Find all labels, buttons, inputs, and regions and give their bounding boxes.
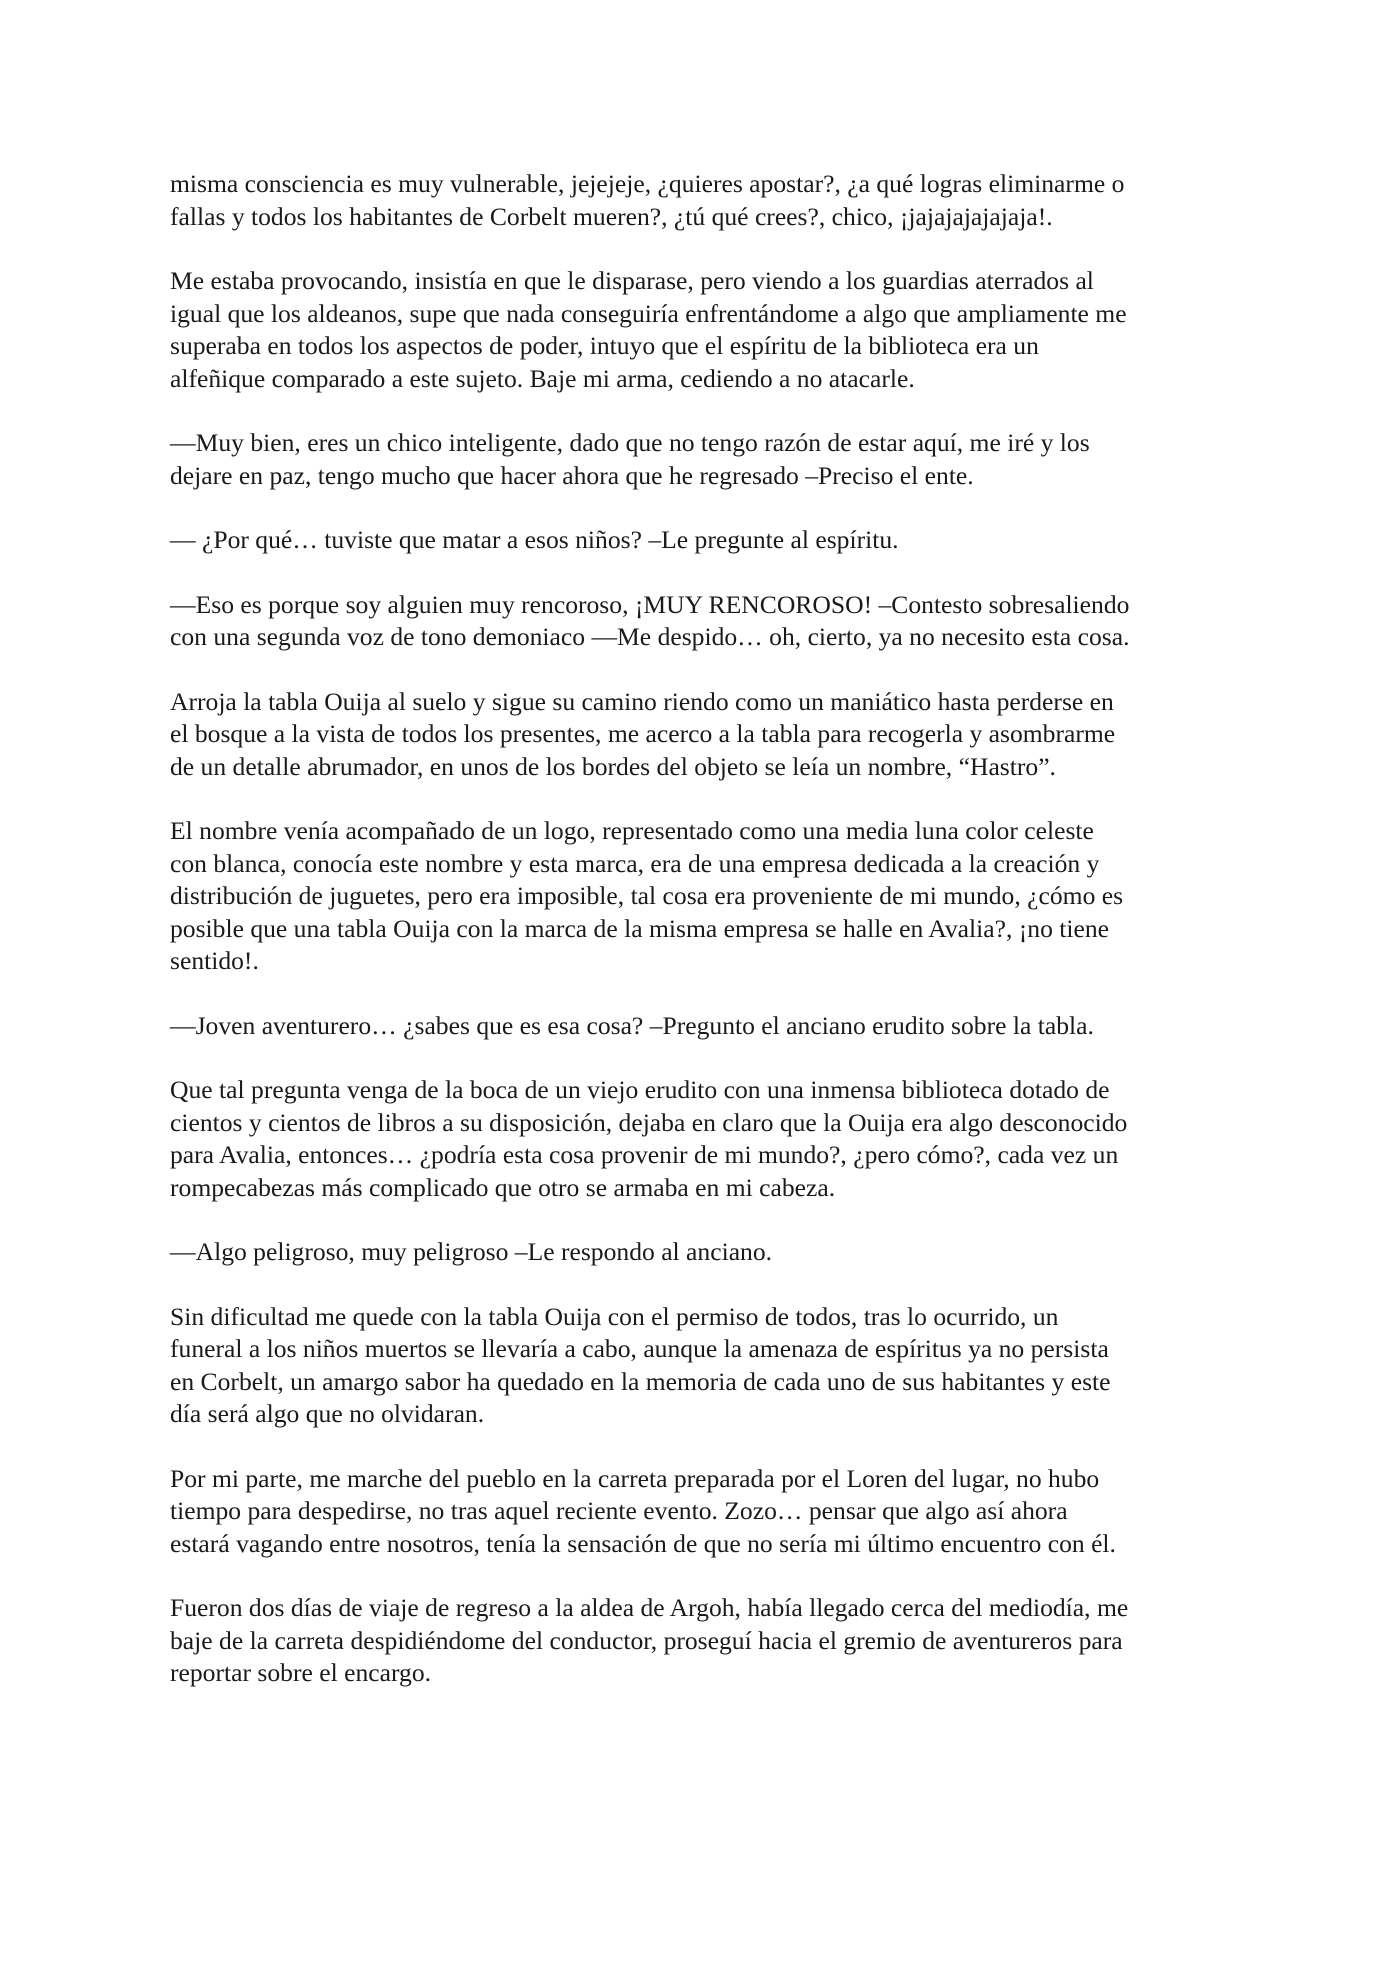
paragraph-4: — ¿Por qué… tuviste que matar a esos niños? –Le pregunte al espíritu. <box>170 525 899 554</box>
paragraph-7: El nombre venía acompañado de un logo, representado como una media luna color celeste con blanca, conocía este nombre y esta marca, era de una empresa dedicada a la creación y distribución de juguetes, pero era imposible, tal cosa era proveniente de mi mundo, ¿cómo es posible que una tabla Ouija con la marca de la misma empresa se halle en Avalia?, ¡no tiene sentido!. <box>170 816 1124 975</box>
paragraph-12: Por mi parte, me marche del pueblo en la carreta preparada por el Loren del lugar, no hubo tiempo para despedirse, no tras aquel reciente evento. Zozo… pensar que algo así ahora estará vagando entre nosotros, tenía la sensación de que no sería mi último encuentro con él. <box>170 1463 1116 1558</box>
paragraph-11: Sin dificultad me quede con la tabla Ouija con el permiso de todos, tras lo ocurrido, un funeral a los niños muertos se llevaría a cabo, aunque la amenaza de espíritus ya no persista en Corbelt, un amargo sabor ha quedado en la memoria de cada uno de sus habitantes y este día será algo que no olvidaran. <box>170 1301 1111 1428</box>
paragraph-8: —Joven aventurero… ¿sabes que es esa cosa? –Pregunto el anciano erudito sobre la tabla. <box>170 1010 1094 1040</box>
paragraph-5: —Eso es porque soy alguien muy rencoroso, ¡MUY RENCOROSO! –Contesto sobresaliendo con una segunda voz de tono demoniaco —Me despido… oh, cierto, ya no necesito esta cosa. <box>170 589 1130 651</box>
paragraph-3: —Muy bien, eres un chico inteligente, dado que no tengo razón de estar aquí, me iré y los dejare en paz, tengo mucho que hacer ahora que he regresado –Preciso el ente. <box>170 428 1090 490</box>
paragraph-13: Fueron dos días de viaje de regreso a la aldea de Argoh, había llegado cerca del mediodía, me baje de la carreta despidiéndome del conductor, proseguí hacia el gremio de aventureros para reportar sobre el encargo. <box>170 1593 1129 1687</box>
paragraph-2: Me estaba provocando, insistía en que le disparase, pero viendo a los guardias aterrados al igual que los aldeanos, supe que nada conseguiría enfrentándome a algo que ampliamente me superaba en todos los aspectos de poder, intuyo que el espíritu de la biblioteca era un alfeñique comparado a este sujeto. Baje mi arma, cediendo a no atacarle. <box>170 266 1127 393</box>
paragraph-9: Que tal pregunta venga de la boca de un viejo erudito con una inmensa biblioteca dotado de cientos y cientos de libros a su disposición, dejaba en claro que la Ouija era algo desconocido para Avalia, entonces… ¿podría esta cosa provenir de mi mundo?, ¿pero cómo?, cada vez un rompecabezas más complicado que otro se armaba en mi cabeza. <box>170 1075 1128 1202</box>
paragraph-1: misma consciencia es muy vulnerable, jejejeje, ¿quieres apostar?, ¿a qué logras eliminarme o fallas y todos los habitantes de Corbelt mueren?, ¿tú qué crees?, chico, ¡jajajajajajaja!. <box>170 169 1125 231</box>
paragraph-10: —Algo peligroso, muy peligroso –Le respondo al anciano. <box>170 1237 773 1266</box>
paragraph-6: Arroja la tabla Ouija al suelo y sigue su camino riendo como un maniático hasta perderse en el bosque a la vista de todos los presentes, me acerco a la tabla para recogerla y asombrarme de un detalle abrumador, en unos de los bordes del objeto se leía un nombre, “Hastro”. <box>170 686 1116 781</box>
text-body <box>170 168 1236 1722</box>
